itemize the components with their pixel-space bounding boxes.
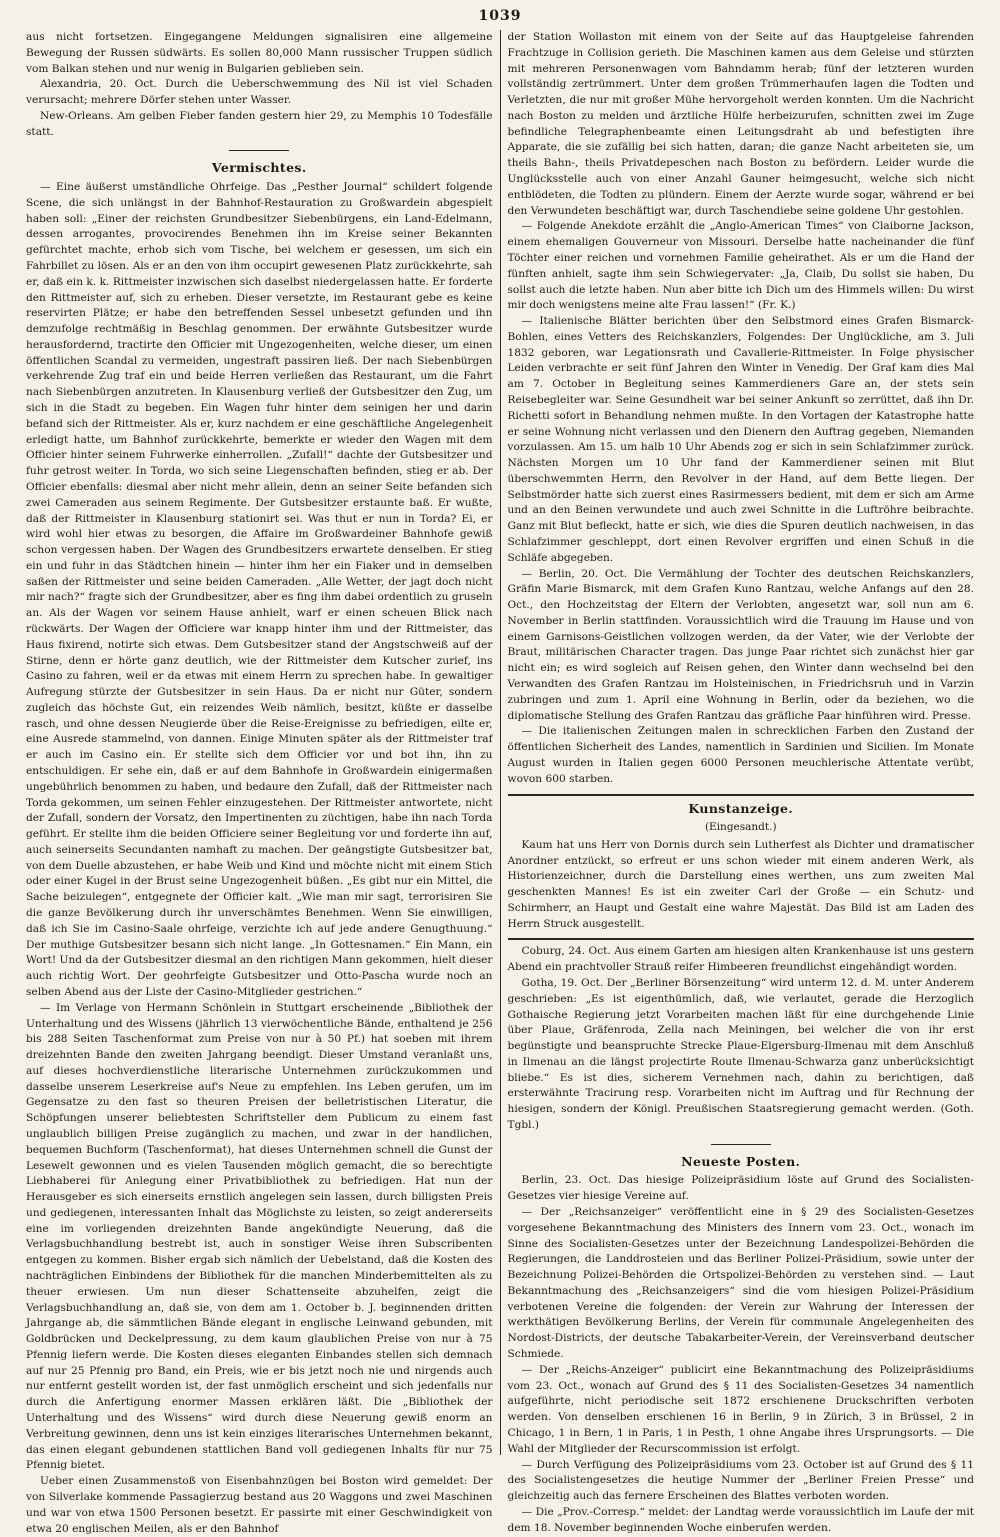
article-paragraph: Coburg, 24. Oct. Aus einem Garten am hiesigen alten Krankenhause ist uns gestern Abend ein prachtvoller Strauß reifer Himbeeren freundlichst eingehändigt worden. — [507, 945, 974, 974]
section-divider — [508, 938, 975, 940]
right-column — [501, 30, 975, 1534]
article-paragraph: — Eine äußerst umständliche Ohrfeige. Das „Pesther Journal“ schildert folgende Scene, die sich unlängst in der Bahnhof-Restauration zu Großwardein abgespielt haben soll: „Einer der reichsten Grundbesitzer Siebenbürgens, ein Land-Edelmann, dessen arrogantes, provocirendes Benehmen ihn im Kreise seiner Bekannten gefürchtet machte, erhob sich vom Tische, bei welchem er gesessen, um sich ein Fahrbillet zu lösen. Als er an den von ihm occupirt gewesenen Platz zurückkehrte, sah er, daß ein k. k. Rittmeister inzwischen sich daselbst niedergelassen hatte. Er forderte den Rittmeister auf, sich zu erheben. Dieser versetzte, im Restaurant gebe es keine reservirten Plätze; er habe den betreffenden Sessel unbesetzt gefunden und ihn demzufolge rechtmäßig in Beschlag genommen. Der erwähnte Gutsbesitzer wurde herausfordernd, tractirte den Officier mit Ungezogenheiten, welche dieser, um einen öffentlichen Scandal zu vermeiden, ungestraft passiren ließ. Der nach Siebenbürgen verkehrende Zug traf ein und beide Herren verließen das Restaurant, um die Fahrt nach Siebenbürgen anzutreten. In Klausenburg verließ der Gutsbesitzer den Zug, um sich in die Stadt zu begeben. Ein Wagen fuhr hinter dem seinigen her und darin befand sich der Rittmeister. Als er, kurz nachdem er eine geschäftliche Angelegenheit erledigt hatte, um Bahnhof zurückkehrte, bemerkte er wieder den Wagen mit dem Officier hinter seinem Fuhrwerke einherrollen. „Zufall!“ dachte der Gutsbesitzer und fuhr getrost weiter. In Torda, wo sich seine Liegenschaften befinden, stieg er ab. Der Officier ebenfalls: diesmal aber nicht mehr allein, denn an seiner Seite befanden sich zwei Cameraden aus seinem Regimente. Der Gutsbesitzer erstaunte baß. Er wußte, daß der Rittmeister in Klausenburg stationirt sei. Was thut er nun in Torda? Ei, er wird wohl hier etwas zu besorgen, die Affaire im Großwardeiner Bahnhofe gewiß schon vergessen haben. Der Wagen des Grundbesitzers erwartete denselben. Er stieg ein und fuhr in das Städtchen hinein — hinter ihm her ein Fiaker und in demselben saßen der Rittmeister und seine beiden Cameraden. „Alle Wetter, der jagt doch nicht mir nach?“ fragte sich der Grundbesitzer, aber es fing ihm dabei ordentlich zu gruseln an. Als der Wagen vor seinem Hause anhielt, warf er einen scheuen Blick nach rückwärts. Der Wagen der Officiere war knapp hinter ihm und der Rittmeister, das Haus fixirend, notirte sich etwas. Dem Gutsbesitzer stand der Angstschweiß auf der Stirne, denn er hörte ganz deutlich, wie der Rittmeister dem Kutscher zurief, ins Casino zu fahren, weil er da etwas mit einem Herrn zu sprechen habe. In gewaltiger Aufregung stürzte der Gutsbesitzer in sein Haus. Da er nicht nur Güter, sondern zugleich das höchste Gut, ein reizendes Weib nämlich, besitzt, küßte er dasselbe rasch, und ohne dessen Neugierde über die Reise-Ereignisse zu befriedigen, eilte er, eine Ausrede stammelnd, von dannen. Einige Minuten später als der Rittmeister traf er auch im Casino ein. Er stellte sich dem Officier vor und bot ihn, ihn zu entschuldigen. Er sehe ein, daß er auf dem Bahnhofe in Großwardein einigermaßen ungebührlich benommen zu haben, und bedaure den Zufall, daß der Rittmeister nach Torda gekommen, um seinen Fehler einzugestehen. Der Rittmeister antwortete, nicht der Zufall, sondern der Vorsatz, den Impertinenten zu züchtigen, habe ihn nach Torda geführt. Er stellte ihm die beiden Officiere seiner Begleitung vor und forderte ihn auf, auch seinerseits Secundanten namhaft zu machen. Der geängstigte Gutsbesitzer bat, von dem Duelle abzustehen, er habe Weib und Kind und möchte nicht mit einem Stich oder einer Kugel in der Brust seine Ungezogenheit büßen. „Es gibt nur ein Mittel, die Sache beizulegen“, entgegnete der Officier kalt. „Wie man mir sagt, terrorisiren Sie die ganze Bevölkerung durch ihr unverschämtes Benehmen. Wenn Sie einwilligen, daß ich Sie im Casino-Saale ohrfeige, verzichte ich auf jede andere Genugthuung.“ Der muthige Gutsbesitzer besann sich nicht lange. „In Gottesnamen.“ Ein Mann, ein Wort! Und da der Gutsbesitzer diesmal an den richtigen Mann gekommen, hielt dieser auch richtig Wort. Der geohrfeigte Gutsbesitzer und Otto-Pascha wurde noch an selben Abend aus der Liste der Casino-Mitglieder gestrichen.“ — [26, 181, 493, 998]
section-divider — [711, 1144, 771, 1145]
section-divider — [508, 794, 975, 796]
article-paragraph: — Der „Reichs-Anzeiger“ publicirt eine Bekanntmachung des Polizeipräsidiums vom 23. Oct., wonach auf Grund des § 11 des Socialisten-Gesetzes 34 namentlich aufgeführte, nicht periodische seit 1872 erschienene Druckschriften verboten werden. Von denselben erschienen 16 in Berlin, 9 in Zürich, 3 in Brüssel, 2 in Chicago, 1 in Bern, 1 in Paris, 1 in Pesth, 1 ohne Angabe ihres Ursprungsorts. — Die Wahl der Mitglieder der Recurscommission ist erfolgt. — [507, 1363, 974, 1455]
article-paragraph: Kaum hat uns Herr von Dornis durch sein Lutherfest als Dichter und dramatischer Anordner entzückt, so erfreut er uns schon wieder mit einem anderen Werk, als Historienzeichner, durch die Darstellung eines werthen, uns zum zweiten Mal geschenkten Mannes! Es ist ein zweiter Carl der Große — ein Schutz- und Schirmherr, an Haupt und Gestalt eine wahre Majestät. Das Bild ist am Laden des Herrn Struck ausgestellt. — [507, 838, 974, 930]
article-paragraph: — Folgende Anekdote erzählt die „Anglo-American Times“ von Claiborne Jackson, einem ehemaligen Gouverneur von Missouri. Derselbe hatte nacheinander die fünf Töchter einer reichen und vornehmen Familie geheirathet. Als er um die Hand der fünften anhielt, sagte ihm sein Schwiegervater: „Ja, Claib, Du sollst sie haben, Du sollst auch die letzte haben. Nun aber bitte ich Dich um des Himmels willen: Du wirst mir doch wenigstens meine alte Frau lassen!“ (Fr. K.) — [507, 220, 974, 312]
article-paragraph: — Im Verlage von Hermann Schönlein in Stuttgart erscheinende „Bibliothek der Unterhaltung und des Wissens (jährlich 13 vierwöchentliche Bände, enthaltend je 256 bis 288 Seiten Taschenformat zum Preise von nur à 50 Pf.) hat soeben mit ihrem dreizehnten Bande den zweiten Jahrgang beendigt. Dieser Umstand veranlaßt uns, auf dieses hochverdienstliche literarische Unternehmen zurückzukommen und dasselbe unserem Leserkreise auf's Neue zu empfehlen. Ins Leben gerufen, um im Gegensatze zu den fast so theuren Preisen der belletristischen Literatur, die Schöpfungen unserer beliebtesten Schriftsteller dem Publicum zu einem fast unglaublich billigen Preise zugänglich zu machen, und zwar in der handlichen, bequemen Buchform (Taschenformat), hat dieses Unternehmen schnell die Gunst der Lesewelt gewonnen und es vielen Tausenden möglich gemacht, die so berechtigte Liebhaberei für Anlegung einer Privatbibliothek zu befriedigen. Hat nun der Herausgeber es sich einerseits ernstlich angelegen sein lassen, durch billigsten Preis und gediegenen, interessanten Inhalt das Möglichste zu leisten, so zeigt andererseits eine im vorliegenden dreizehnten Bande angekündigte Neuerung, daß die Verlagsbuchhandlung bestrebt ist, auch in sonstiger Weise ihren Subscribenten entgegen zu kommen. Bisher ergab sich nämlich der Uebelstand, daß die Kosten des nachträglichen Einbindens der Bibliothek für die manchen Minderbemittelten als zu theuer erwiesen. Um nun dieser Schattenseite abzuhelfen, zeigt die Verlagsbuchhandlung an, daß sie, von dem am 1. October b. J. beginnenden dritten Jahrgange ab, die sämmtlichen Bände elegant in englische Leinwand gebunden, mit Goldbrücken und Deckelpressung, zu dem kaum glaublichen Preise von nur à 75 Pfennig liefern werde. Die Kosten dieses eleganten Einbandes stellen sich demnach auf nur 25 Pfennig pro Band, ein Preis, wie er bis jetzt noch nie und nirgends auch nur entfernt gestellt worden ist, der fast unmöglich erscheint und sich jedenfalls nur durch die Anfertigung enormer Massen erklären läßt. Die „Bibliothek der Unterhaltung und des Wissens“ wird durch diese Neuerung gewiß enorm an Verbreitung gewinnen, denn uns ist kein einziges literarisches Unternehmen bekannt, das einen elegant gebundenen stattlichen Band voll gediegenen Inhalts für nur 75 Pfennig bietet. — [26, 1001, 493, 1472]
article-paragraph: Gotha, 19. Oct. Der „Berliner Börsenzeitung“ wird unterm 12. d. M. unter Anderem geschrieben: „Es ist eigenthümlich, daß, wie verlautet, gerade die Herzoglich Gothaische Regierung jetzt Vorarbeiten machen läßt für eine durchgehende Linie über Plaue, Gräfenroda, Zella nach Meiningen, bei welcher die von ihr erst begünstigte und beanspruchte Strecke Plaue-Elgersburg-Ilmenau mit dem Anschluß in Ilmenau an die längst projectirte Route Ilmenau-Schwarza ganz unberücksichtigt bliebe.“ Es ist dies, sicherem Vernehmen nach, dahin zu berichtigen, daß ersterwähnte Tracirung resp. Vorarbeiten nicht im Auftrag und für Rechnung der hiesigen, sondern der Königl. Preußischen Staatsregierung gemacht werden. (Goth. Tgbl.) — [507, 977, 974, 1132]
article-paragraph: — Die „Prov.-Corresp.“ meldet: der Landtag werde voraussichtlich im Laufe der mit dem 18. November beginnenden Woche einberufen werden. — [507, 1505, 974, 1534]
article-paragraph: Ueber einen Zusammenstoß von Eisenbahnzügen bei Boston wird gemeldet: Der von Silverlake kommende Passagierzug bestand aus 20 Waggons und zwei Maschinen und war von etwa 1500 Personen besetzt. Er passirte mit einer Geschwindigkeit von etwa 20 englischen Meilen, als er den Bahnhof — [26, 1475, 493, 1535]
section-heading-neueste-posten: Neueste Posten. — [681, 1153, 801, 1169]
article-paragraph: Berlin, 23. Oct. Das hiesige Polizeipräsidium löste auf Grund des Socialisten-Gesetzes vier hiesige Vereine auf. — [507, 1174, 974, 1203]
left-column — [26, 30, 500, 1535]
article-paragraph: — Berlin, 20. Oct. Die Vermählung der Tochter des deutschen Reichskanzlers, Gräfin Marie Bismarck, mit dem Grafen Kuno Rantzau, welche Anfangs auf den 28. Oct., den Hochzeitstag der Eltern der Verlobten, angesetzt war, soll nun am 6. November in Berlin stattfinden. Voraussichtlich wird die Trauung im Hause und von einem Garnisons-Geistlichen vollzogen werden, da der Vater, wie der Verlobte der Braut, militärischen Character tragen. Das junge Paar richtet sich zunächst hier gar nicht ein; es wird sogleich auf Reisen gehen, den Winter dann wechselnd bei den Verwandten des Grafen Rantzau im Holsteinischen, in Friedrichsruh und in Varzin zubringen und zum 1. April eine Wohnung in Berlin, oder da beziehen, wo die diplomatische Stellung des Grafen Rantzau das gräfliche Paar hinführen wird. Presse. — [507, 567, 974, 722]
article-paragraph: — Durch Verfügung des Polizeipräsidiums vom 23. October ist auf Grund des § 11 des Socialistengesetzes die heutige Nummer der „Berliner Freien Presse“ und gleichzeitig auch das fernere Erscheinen des Blattes verboten worden. — [507, 1458, 974, 1503]
article-paragraph: — Italienische Blätter berichten über den Selbstmord eines Grafen Bismarck-Bohlen, eines Vetters des Reichskanzlers, Folgendes: Der Unglückliche, am 3. Juli 1832 geboren, war Legationsrath und Cavallerie-Rittmeister. In Folge physischer Leiden verbrachte er seit fünf Jahren den Winter in Venedig. Der Graf kam dies Mal am 7. October in Begleitung seines Kammerdieners Gare an, der stets sein Reisebegleiter war. Seine Gesundheit war bei seiner Ankunft so zerrüttet, daß ihn Dr. Richetti sofort in Behandlung nehmen mußte. In den Vortagen der Katastrophe hatte er seine Wohnung nicht verlassen und den Dienern den Auftrag gegeben, Niemanden vorzulassen. Am 15. um halb 10 Uhr Abends zog er sich in sein Schlafzimmer zurück. Nächsten Morgen um 10 Uhr fand der Kammerdiener seinen mit Blut überschwemmten Herrn, den Revolver in der Hand, auf dem Bette liegen. Der Selbstmörder hatte sich zuerst eines Rasirmessers bedient, mit dem er sich am Arme und an den Beinen verwundete und auch zwei Schnitte in die Luftröhre beibrachte. Ganz mit Blut befleckt, hatte er sich, wie dies die Spuren deutlich nachweisen, in das Schlafzimmer geschleppt, dort einen Revolver ergriffen und einen Schuß in die Schläfe abgegeben. — [507, 315, 974, 564]
article-paragraph: Alexandria, 20. Oct. Durch die Ueberschwemmung des Nil ist viel Schaden verursacht; mehrere Dörfer stehen unter Wasser. — [26, 78, 493, 107]
page-number: 1039 — [478, 8, 522, 24]
section-subheading: (Eingesandt.) — [704, 821, 777, 834]
article-paragraph: — Der „Reichsanzeiger“ veröffentlicht eine in § 29 des Socialisten-Gesetzes vorgesehene Bekanntmachung des Ministers des Innern vom 23. Oct., wonach im Sinne des Socialisten-Gesetzes unter der Bezeichnung Landespolizei-Behörden die Regierungen, die Landdrosteien und das Berliner Polizei-Präsidium, sowie unter der Bezeichnung Polizei-Behörden die Ortspolizei-Behörden zu verstehen sind. — Laut Bekanntmachung des „Reichsanzeigers“ sind die vom hiesigen Polizei-Präsidium verbotenen Vereine die folgenden: der Verein zur Wahrung der Interessen der werkthätigen Bevölkerung Berlins, der Verein für communale Angelegenheiten des Nordost-Districts, der deutsche Tabakarbeiter-Verein, der Vereinsverband deutscher Schmiede. — [507, 1206, 974, 1361]
columns — [26, 30, 974, 1535]
article-paragraph: aus nicht fortsetzen. Eingegangene Meldungen signalisiren eine allgemeine Bewegung der Russen südwärts. Es sollen 80,000 Mann russischer Truppen südlich vom Balkan stehen und nur wenig in Bulgarien geblieben sein. — [26, 31, 493, 75]
article-paragraph: New-Orleans. Am gelben Fieber fanden gestern hier 29, zu Memphis 10 Todesfälle statt. — [26, 109, 493, 138]
section-divider — [229, 150, 289, 151]
article-paragraph: — Die italienischen Zeitungen malen in schrecklichen Farben den Zustand der öffentlichen Sicherheit des Landes, namentlich in Sardinien und Sicilien. Im Monate August wurden in Italien gegen 6000 Personen meuchlerische Attentate verübt, wovon 600 starben. — [507, 725, 974, 785]
section-heading-kunstanzeige: Kunstanzeige. — [688, 800, 794, 816]
article-paragraph: der Station Wollaston mit einem von der Seite auf das Hauptgeleise fahrenden Frachtzuge in Collision gerieth. Die Maschinen kamen aus dem Geleise und stürzten mit mehreren Personenwagen vom Bahndamm herab; fünf der letzteren wurden vollständig zertrümmert. Unter dem großen Trümmerhaufen lagen die Todten und Verletzten, die nur mit großer Mühe hervorgeholt werden konnten. Um die Nachricht nach Boston zu melden und ärztliche Hülfe herbeizurufen, schnitten zwei im Zuge befindliche Telegraphenbeamte einen Leitungsdraht ab und befestigten ihre Apparate, die sie zufällig bei sich hatten, daran; die ganze Nacht arbeiteten sie, um theils Bahn-, theils Privatdepeschen nach Boston zu befördern. Leider wurde die Unglücksstelle auch von einer Anzahl Gauner heimgesucht, welche sich nicht entblödeten, die Todten zu plündern. Einem der Aerzte wurde sogar, während er bei den Verwundeten beschäftigt war, durch Taschendiebe seine goldene Uhr gestohlen. — [507, 31, 974, 217]
section-heading-vermischtes: Vermischtes. — [211, 160, 307, 176]
